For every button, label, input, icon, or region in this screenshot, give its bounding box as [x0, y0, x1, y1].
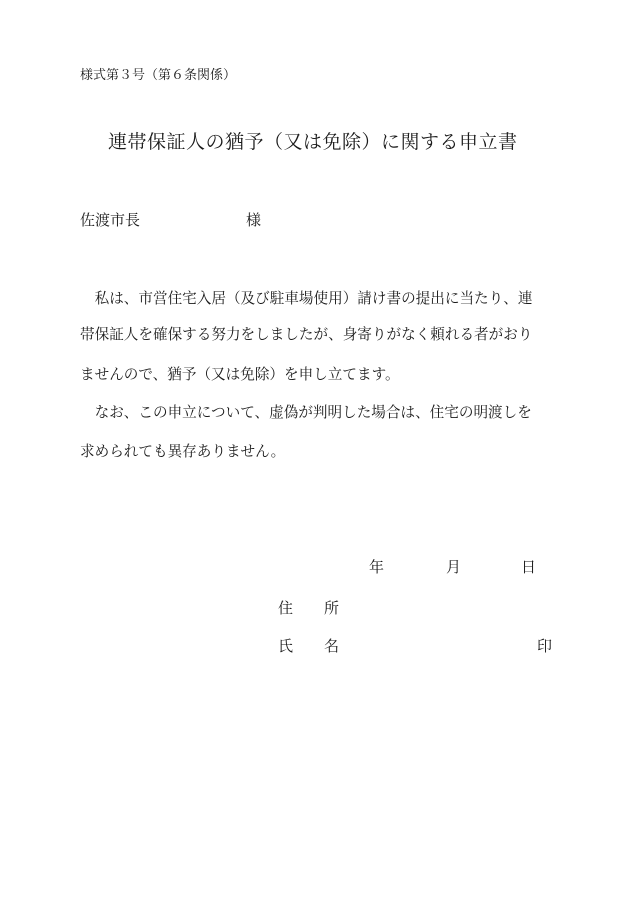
form-number: 様式第３号（第６条関係） — [80, 68, 237, 83]
body-line: 帯保証人を確保する努力をしましたが、身寄りがなく頼れる者がおり — [80, 326, 533, 343]
date-year-label: 年 — [369, 558, 385, 576]
name-label-char: 氏 — [278, 637, 294, 655]
body-line: なお、この申立について、虚偽が判明した場合は、住宅の明渡しを — [80, 404, 532, 421]
addressee: 佐渡市長 — [80, 211, 141, 229]
document-title: 連帯保証人の猶予（又は免除）に関する申立書 — [108, 131, 518, 153]
address-label-char: 所 — [324, 599, 340, 617]
date-day-label: 日 — [521, 558, 537, 576]
address-label-char: 住 — [278, 599, 294, 617]
seal-mark: 印 — [537, 637, 553, 655]
body-line: ませんので、猶予（又は免除）を申し立てます。 — [80, 366, 400, 383]
name-label-char: 名 — [324, 637, 340, 655]
date-month-label: 月 — [446, 558, 462, 576]
body-line: 求められても異存ありません。 — [80, 443, 286, 460]
body-line: 私は、市営住宅入居（及び駐車場使用）請け書の提出に当たり、連 — [80, 290, 533, 307]
honorific: 様 — [246, 211, 262, 229]
